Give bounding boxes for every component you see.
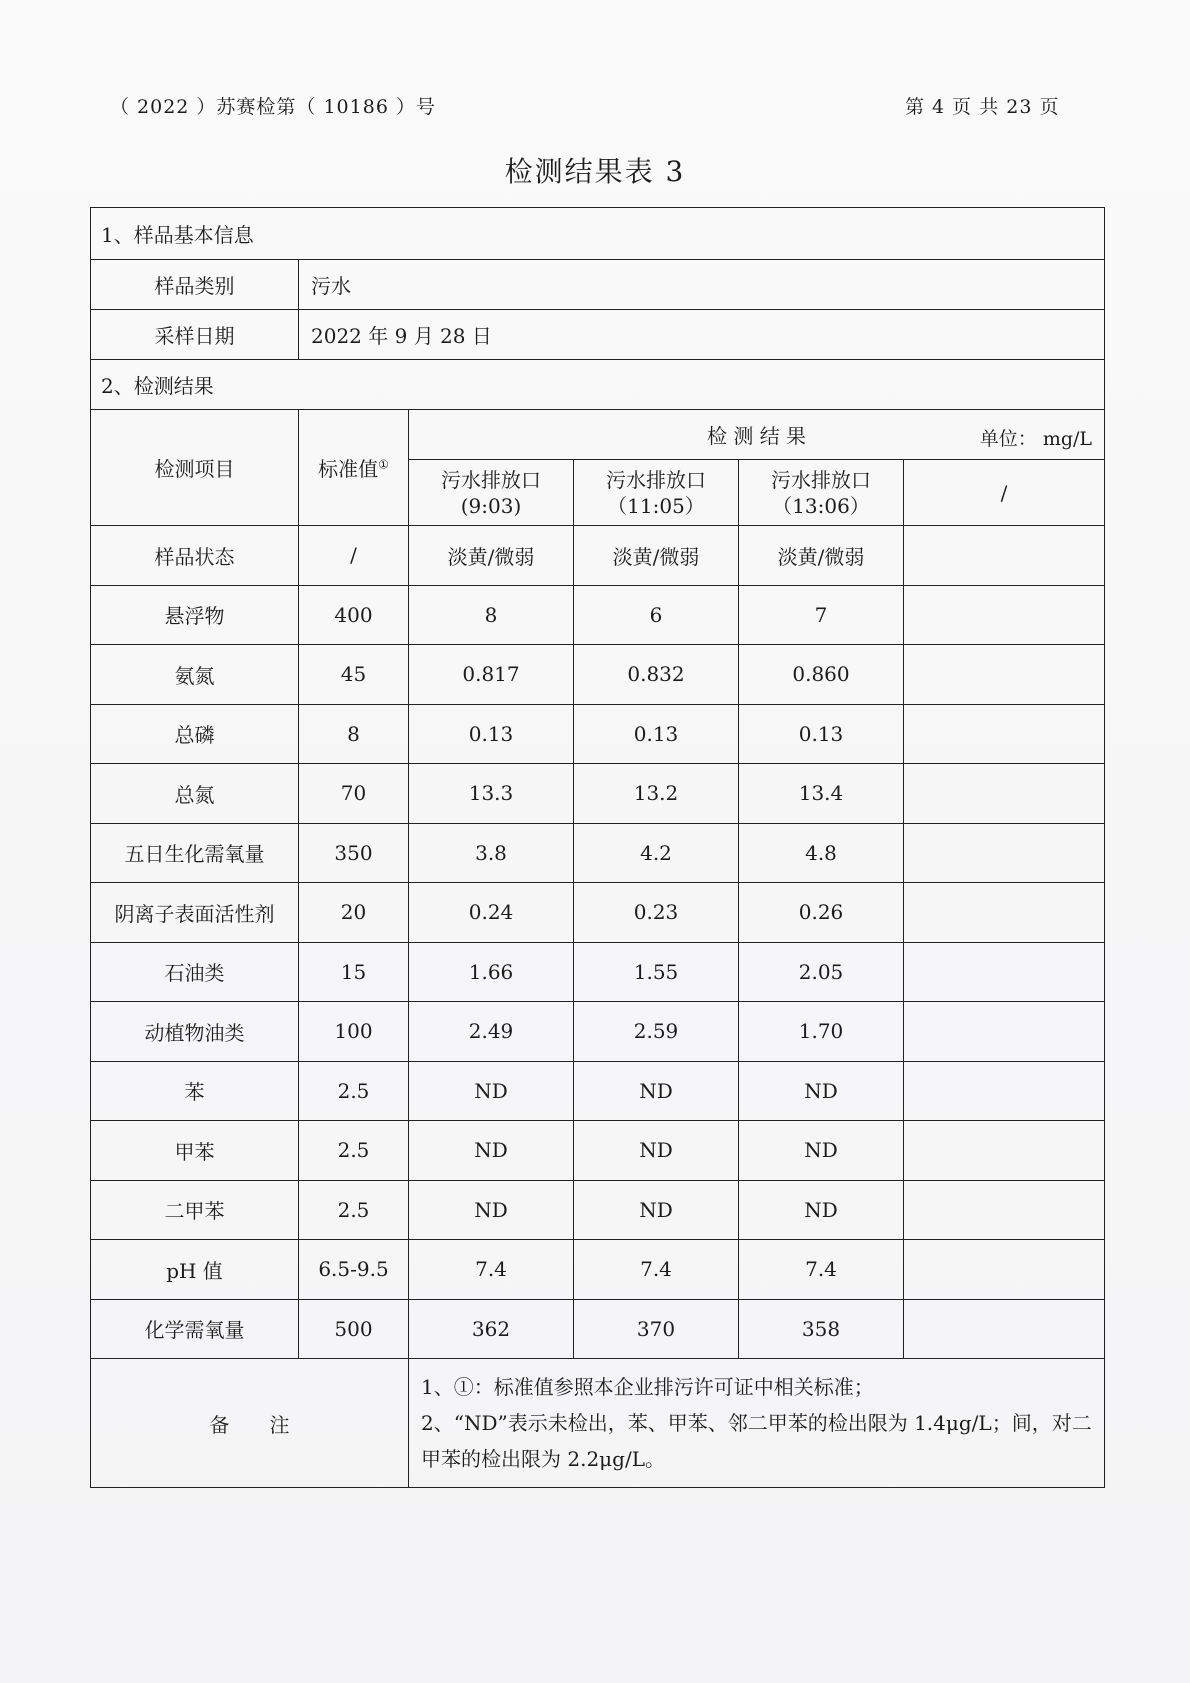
table-row	[91, 1299, 1105, 1359]
row-result-point-2: ND	[574, 1121, 739, 1181]
row-standard-value: /	[299, 526, 409, 586]
row-result-point-1: 2.49	[409, 1002, 574, 1062]
row-standard-value: 20	[299, 883, 409, 943]
row-result-point-1: 7.4	[409, 1240, 574, 1300]
row-item-name: 样品状态	[91, 526, 299, 586]
row-result-point-2: 6	[574, 585, 739, 645]
row-standard-value: 500	[299, 1299, 409, 1359]
row-result-point-3: ND	[739, 1180, 904, 1240]
row-result-point-3: 358	[739, 1299, 904, 1359]
row-result-point-2: ND	[574, 1061, 739, 1121]
row-result-point-1: 1.66	[409, 942, 574, 1002]
table-row	[91, 1002, 1105, 1062]
table-row	[91, 1121, 1105, 1181]
point-3-header: 污水排放口 （13:06）	[739, 460, 904, 526]
row-standard-value: 2.5	[299, 1061, 409, 1121]
row-result-point-1: 0.13	[409, 704, 574, 764]
row-empty-cell	[904, 1002, 1105, 1062]
row-empty-cell	[904, 764, 1105, 824]
row-empty-cell	[904, 704, 1105, 764]
row-result-point-1: 0.24	[409, 883, 574, 943]
row-item-name: 甲苯	[91, 1121, 299, 1181]
result-rows	[91, 526, 1105, 1359]
row-result-point-2: ND	[574, 1180, 739, 1240]
remarks-text	[409, 1359, 1105, 1488]
row-result-point-1: ND	[409, 1180, 574, 1240]
results-heading	[409, 410, 1105, 460]
row-result-point-2: 13.2	[574, 764, 739, 824]
row-item-name: 石油类	[91, 942, 299, 1002]
row-result-point-3: 2.05	[739, 942, 904, 1002]
remarks-label: 备 注	[91, 1359, 409, 1488]
sample-type-value: 污水	[299, 260, 1105, 310]
results-heading-text: 检 测 结 果	[706, 424, 807, 448]
row-result-point-3: ND	[739, 1061, 904, 1121]
row-result-point-3: ND	[739, 1121, 904, 1181]
row-result-point-3: 7	[739, 585, 904, 645]
row-standard-value: 70	[299, 764, 409, 824]
row-item-name: 二甲苯	[91, 1180, 299, 1240]
table-row	[91, 883, 1105, 943]
row-empty-cell	[904, 883, 1105, 943]
row-result-point-1: 3.8	[409, 823, 574, 883]
row-standard-value: 2.5	[299, 1180, 409, 1240]
row-result-point-3: 0.13	[739, 704, 904, 764]
col-header-standard: 标准值①	[299, 410, 409, 526]
table-row	[91, 645, 1105, 705]
row-result-point-2: 0.23	[574, 883, 739, 943]
row-empty-cell	[904, 1061, 1105, 1121]
row-empty-cell	[904, 1240, 1105, 1300]
extra-col-header: /	[904, 460, 1105, 526]
remark-line-1: 1、①：标准值参照本企业排污许可证中相关标准；	[421, 1375, 874, 1399]
row-empty-cell	[904, 645, 1105, 705]
row-standard-value: 45	[299, 645, 409, 705]
results-table-wrapper	[90, 207, 1104, 1488]
row-item-name: 动植物油类	[91, 1002, 299, 1062]
row-empty-cell	[904, 1180, 1105, 1240]
row-item-name: 化学需氧量	[91, 1299, 299, 1359]
row-result-point-3: 0.26	[739, 883, 904, 943]
row-result-point-2: 2.59	[574, 1002, 739, 1062]
footnote-marker: ①	[378, 457, 389, 472]
row-result-point-3: 淡黄/微弱	[739, 526, 904, 586]
table-row	[91, 764, 1105, 824]
table-row	[91, 704, 1105, 764]
row-result-point-1: 8	[409, 585, 574, 645]
row-standard-value: 6.5-9.5	[299, 1240, 409, 1300]
row-result-point-3: 0.860	[739, 645, 904, 705]
sample-type-label: 样品类别	[91, 260, 299, 310]
row-result-point-2: 0.832	[574, 645, 739, 705]
row-standard-value: 400	[299, 585, 409, 645]
row-result-point-2: 0.13	[574, 704, 739, 764]
row-result-point-3: 4.8	[739, 823, 904, 883]
row-result-point-2: 4.2	[574, 823, 739, 883]
row-result-point-2: 7.4	[574, 1240, 739, 1300]
table-row	[91, 823, 1105, 883]
row-result-point-1: 0.817	[409, 645, 574, 705]
point-2-header: 污水排放口 （11:05）	[574, 460, 739, 526]
table-row	[91, 526, 1105, 586]
row-standard-value: 100	[299, 1002, 409, 1062]
row-result-point-2: 1.55	[574, 942, 739, 1002]
table-row	[91, 1061, 1105, 1121]
row-empty-cell	[904, 1299, 1105, 1359]
row-result-point-1: ND	[409, 1061, 574, 1121]
row-empty-cell	[904, 942, 1105, 1002]
row-result-point-1: 362	[409, 1299, 574, 1359]
row-item-name: 悬浮物	[91, 585, 299, 645]
table-row	[91, 585, 1105, 645]
row-empty-cell	[904, 526, 1105, 586]
row-item-name: 五日生化需氧量	[91, 823, 299, 883]
remark-line-2: 2、“ND”表示未检出，苯、甲苯、邻二甲苯的检出限为 1.4μg/L；间，对二甲苯的检出限为 2.2μg/L。	[421, 1411, 1092, 1471]
unit-label: 单位： mg/L	[979, 428, 1093, 450]
row-result-point-3: 1.70	[739, 1002, 904, 1062]
document-number: （ 2022 ）苏赛检第（ 10186 ）号	[110, 96, 436, 118]
table-row	[91, 1240, 1105, 1300]
row-item-name: 氨氮	[91, 645, 299, 705]
page-indicator: 第 4 页 共 23 页	[905, 96, 1060, 118]
row-item-name: 总磷	[91, 704, 299, 764]
results-table	[90, 207, 1105, 1488]
row-item-name: 阴离子表面活性剂	[91, 883, 299, 943]
row-item-name: 总氮	[91, 764, 299, 824]
row-result-point-1: 淡黄/微弱	[409, 526, 574, 586]
row-standard-value: 2.5	[299, 1121, 409, 1181]
row-standard-value: 8	[299, 704, 409, 764]
sampling-date-value: 2022 年 9 月 28 日	[299, 310, 1105, 360]
table-row	[91, 942, 1105, 1002]
row-result-point-3: 13.4	[739, 764, 904, 824]
section-results-label: 2、检测结果	[91, 360, 1105, 410]
row-standard-value: 350	[299, 823, 409, 883]
page-title: 检测结果表 3	[504, 155, 686, 188]
row-empty-cell	[904, 1121, 1105, 1181]
row-result-point-2: 370	[574, 1299, 739, 1359]
row-item-name: pH 值	[91, 1240, 299, 1300]
table-row	[91, 1180, 1105, 1240]
sampling-date-label: 采样日期	[91, 310, 299, 360]
row-item-name: 苯	[91, 1061, 299, 1121]
row-result-point-3: 7.4	[739, 1240, 904, 1300]
col-header-item: 检测项目	[91, 410, 299, 526]
row-empty-cell	[904, 585, 1105, 645]
row-result-point-1: 13.3	[409, 764, 574, 824]
row-empty-cell	[904, 823, 1105, 883]
section-basic-info-label: 1、样品基本信息	[91, 208, 1105, 260]
row-result-point-1: ND	[409, 1121, 574, 1181]
row-result-point-2: 淡黄/微弱	[574, 526, 739, 586]
point-1-header: 污水排放口 (9:03)	[409, 460, 574, 526]
row-standard-value: 15	[299, 942, 409, 1002]
